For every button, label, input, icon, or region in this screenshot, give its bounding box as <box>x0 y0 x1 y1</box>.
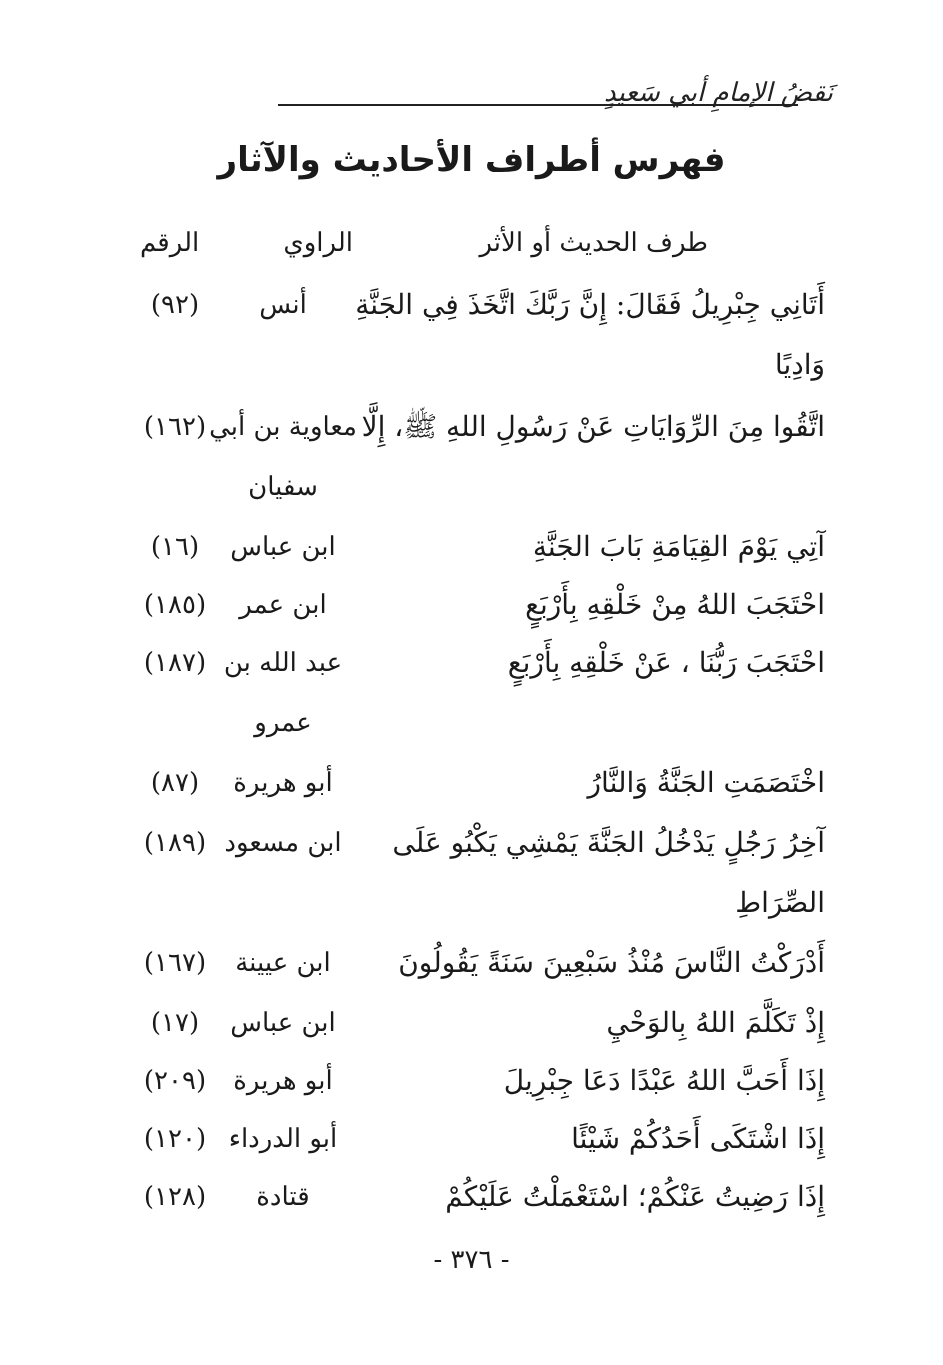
narrator-text: أبو هريرة <box>233 1066 333 1096</box>
header-rule <box>278 104 798 106</box>
reference-number: (٢٠٩) <box>143 1066 207 1096</box>
reference-number: (١٢٨) <box>143 1182 207 1212</box>
table-row <box>0 1172 943 1232</box>
narrator-text: قتادة <box>256 1182 310 1212</box>
reference-number: (١٨٩) <box>143 828 207 858</box>
hadith-text: إِذَا أَحَبَّ اللهُ عَبْدًا دَعَا جِبْرِيلَ <box>503 1064 825 1097</box>
hadith-text: آتِي يَوْمَ القِيَامَةِ بَابَ الجَنَّةِ <box>532 530 825 563</box>
hadith-text: إِذَا رَضِيتُ عَنْكُمْ؛ اسْتَعْمَلْتُ عَلَيْكُمْ <box>445 1180 825 1213</box>
table-row <box>0 758 943 818</box>
narrator-continuation: سفيان <box>248 472 318 502</box>
reference-number: (٩٢) <box>150 290 200 320</box>
table-row <box>0 938 943 998</box>
narrator-text: ابن مسعود <box>224 828 342 858</box>
reference-number: (١٦) <box>150 532 200 562</box>
table-row <box>0 1114 943 1174</box>
hadith-text: أَتَانِي جِبْرِيلُ فَقَالَ: إِنَّ رَبَّكَ اتَّخَذَ فِي الجَنَّةِ <box>355 288 825 321</box>
narrator-continuation: عمرو <box>254 708 312 738</box>
running-head: نَقضُ الإمامِ أبي سَعيدٍ <box>604 78 833 108</box>
table-row <box>0 998 943 1058</box>
narrator-text: ابن عباس <box>230 1008 336 1038</box>
reference-number: (٨٧) <box>150 768 200 798</box>
narrator-text: عبد الله بن <box>223 648 343 678</box>
narrator-text: أنس <box>259 290 307 320</box>
page-number: - ٣٧٦ - <box>433 1245 510 1275</box>
narrator-text: أبو الدرداء <box>228 1124 338 1154</box>
table-row <box>0 402 943 462</box>
reference-number: (١٦٧) <box>143 948 207 978</box>
hadith-continuation: وَادِيًا <box>774 348 825 381</box>
hadith-text: أَدْرَكْتُ النَّاسَ مُنْذُ سَبْعِينَ سَنَةً يَقُولُونَ <box>398 946 825 979</box>
hadith-text: احْتَجَبَ اللهُ مِنْ خَلْقِهِ بِأَرْبَعٍ <box>525 588 825 621</box>
column-header-hadith: طرف الحديث أو الأثر <box>479 228 708 258</box>
reference-number: (١٨٧) <box>143 648 207 678</box>
page-title: فهرس أطراف الأحاديث والآثار <box>217 140 726 180</box>
reference-number: (١٢٠) <box>143 1124 207 1154</box>
narrator-text: ابن عباس <box>230 532 336 562</box>
table-row <box>0 580 943 640</box>
table-row <box>0 280 943 340</box>
reference-number: (١٦٢) <box>143 412 207 442</box>
narrator-text: ابن عيينة <box>235 948 331 978</box>
hadith-text: إِذْ تَكَلَّمَ اللهُ بِالوَحْيِ <box>606 1006 825 1039</box>
reference-number: (١٧) <box>150 1008 200 1038</box>
narrator-text: ابن عمر <box>239 590 327 620</box>
narrator-text: معاوية بن أبي <box>209 412 357 442</box>
hadith-text: آخِرُ رَجُلٍ يَدْخُلُ الجَنَّةَ يَمْشِي يَكْبُو عَلَى <box>392 826 825 859</box>
table-row <box>0 1056 943 1116</box>
hadith-text: إِذَا اشْتَكَى أَحَدُكُمْ شَيْئًا <box>571 1122 825 1155</box>
hadith-text: احْتَجَبَ رَبُّنَا ، عَنْ خَلْقِهِ بِأَرْبَعٍ <box>507 646 825 679</box>
hadith-text: اخْتَصَمَتِ الجَنَّةُ وَالنَّارُ <box>587 766 825 799</box>
narrator-text: أبو هريرة <box>233 768 333 798</box>
column-header-number: الرقم <box>140 228 200 258</box>
table-row <box>0 638 943 698</box>
table-row <box>0 818 943 878</box>
reference-number: (١٨٥) <box>143 590 207 620</box>
hadith-continuation: الصِّرَاطِ <box>735 886 825 919</box>
table-row <box>0 522 943 582</box>
column-header-narrator: الراوي <box>283 228 353 258</box>
hadith-text: اتَّقُوا مِنَ الرِّوَايَاتِ عَنْ رَسُولِ اللهِ ﷺ، إِلَّا <box>361 410 825 443</box>
